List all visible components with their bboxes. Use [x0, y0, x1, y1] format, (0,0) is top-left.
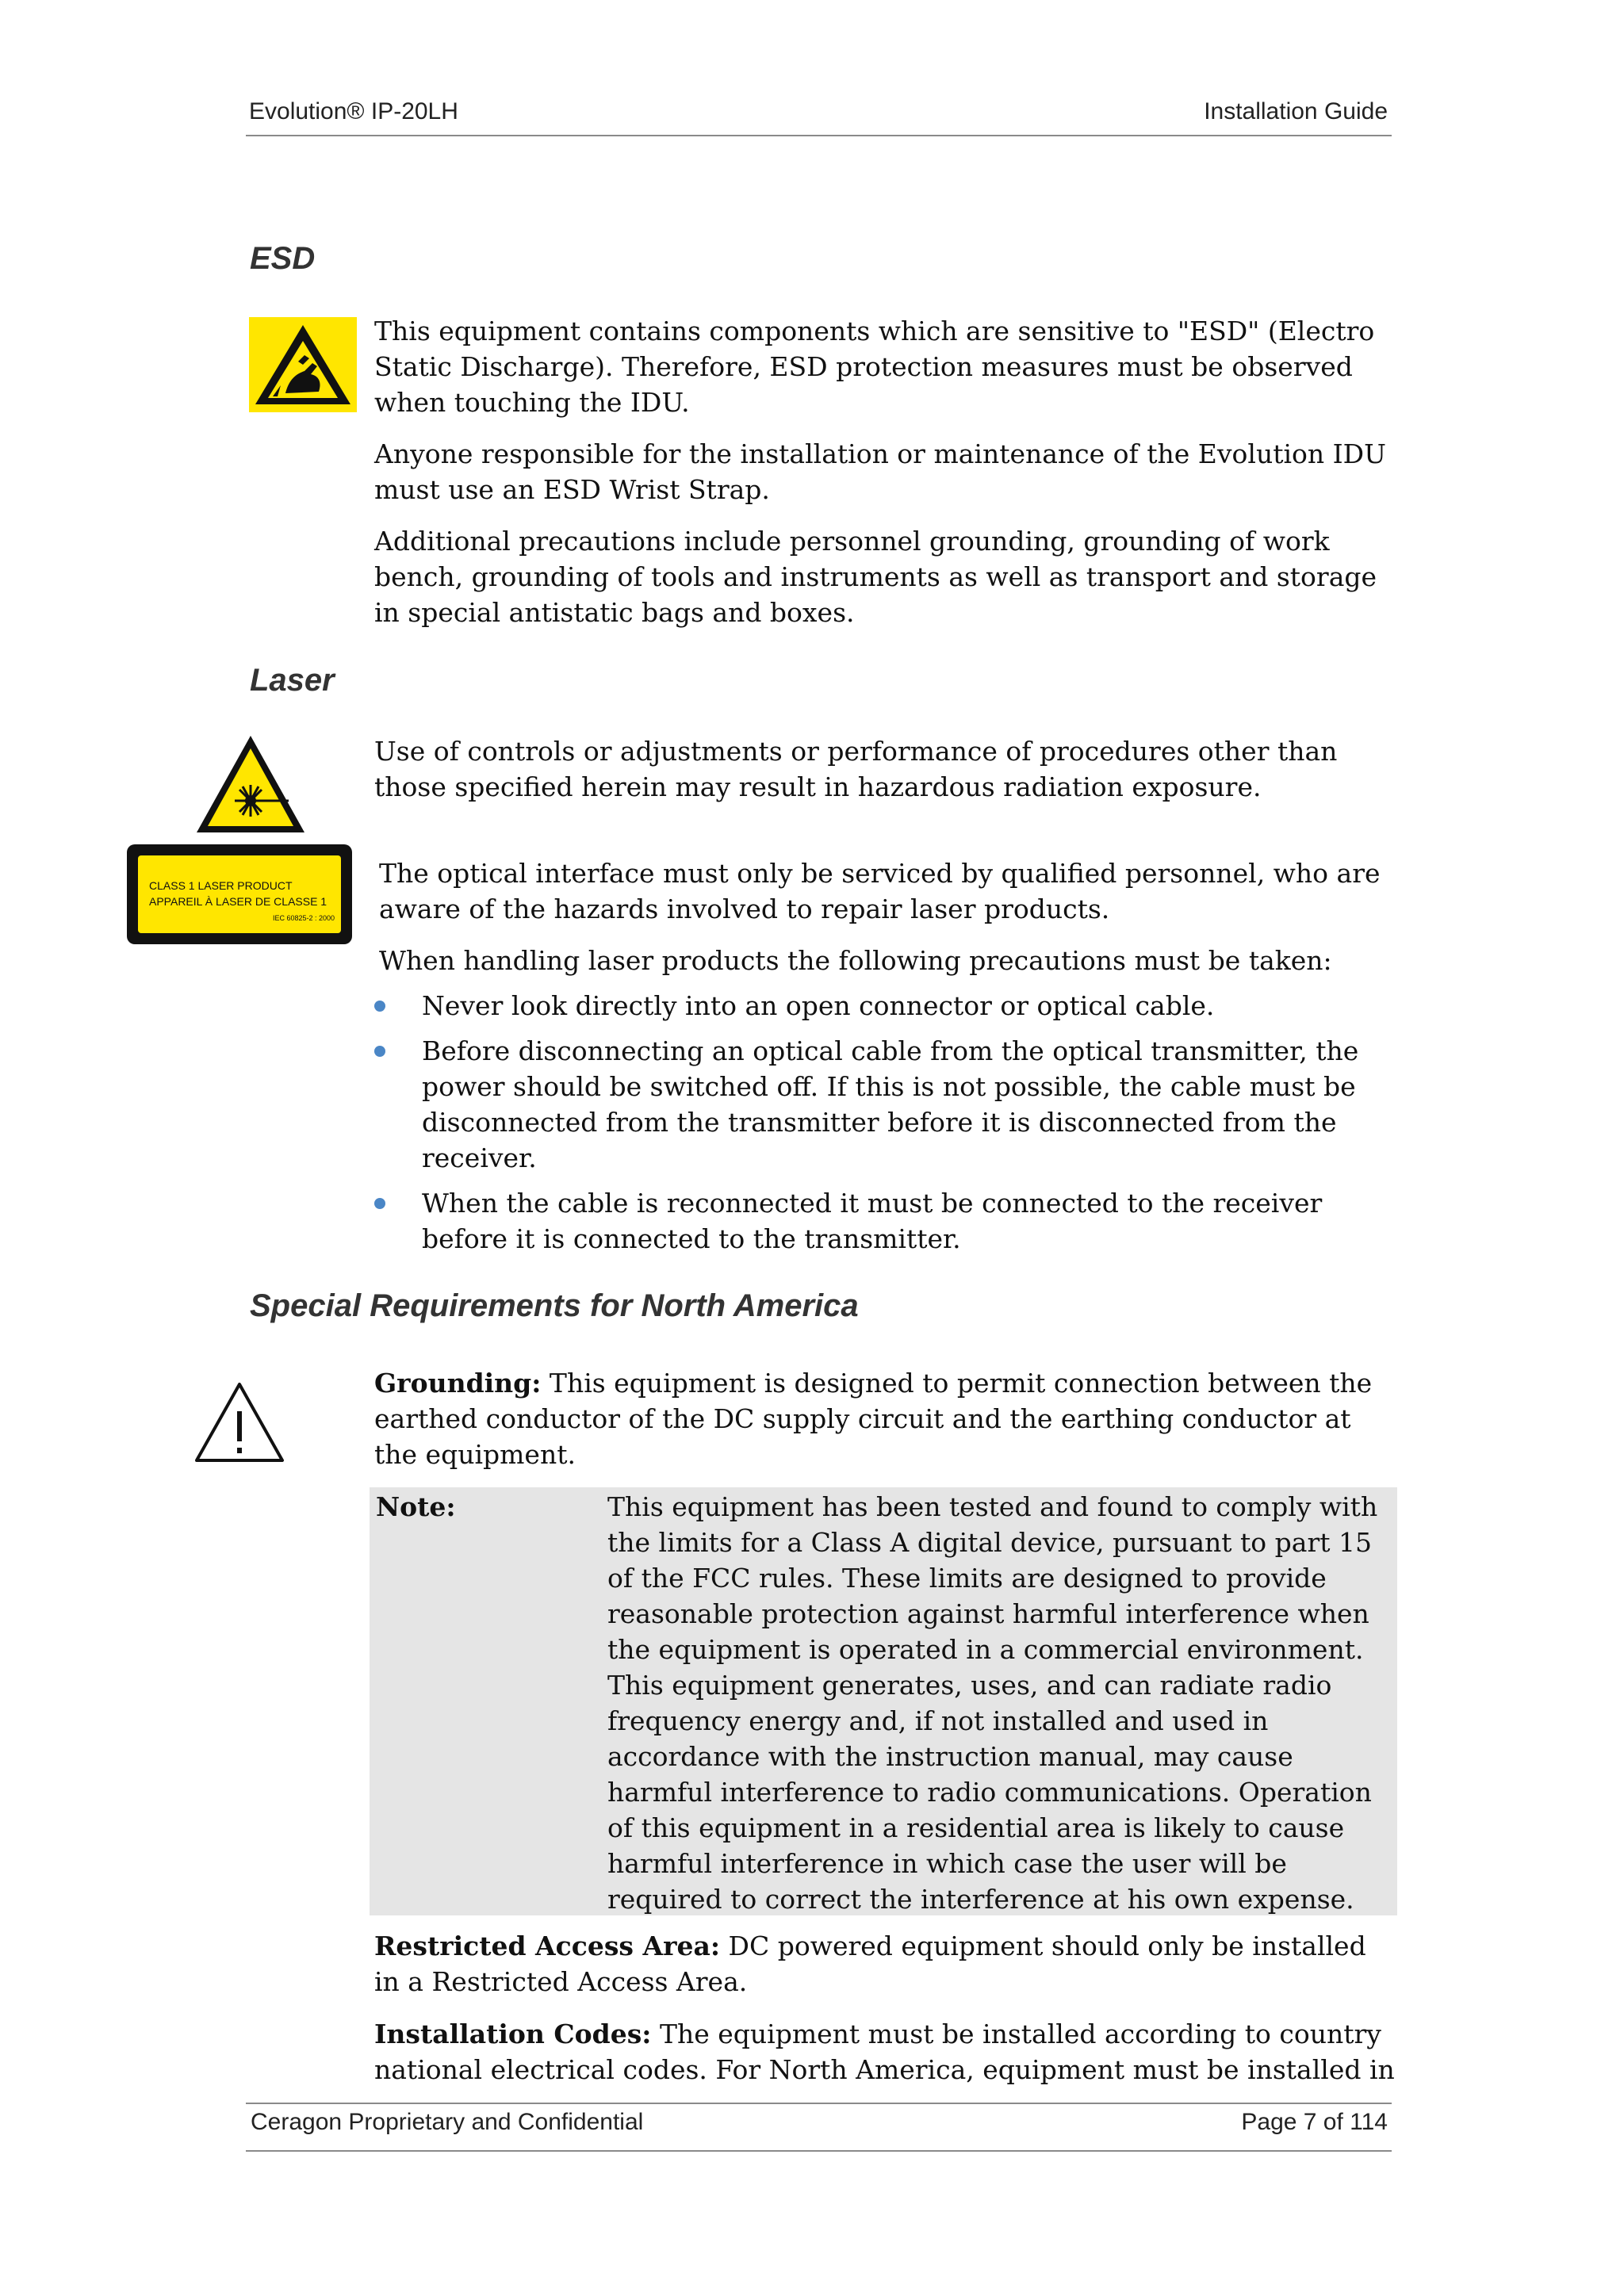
footer-rule-top — [246, 2103, 1392, 2104]
header-product: Evolution® IP-20LH — [249, 98, 458, 124]
note-text: This equipment has been tested and found to comply with the limits for a Class A digital device, pursuant to part 15 of the FCC rules. These limits are designed to provide reasonable protection against harmful interference when the equipment is operated in a commercial environment. This equipment generates, uses, and can radiate radio frequency energy and, if not installed and used in accordance with the instruction manual, may cause harmful interference to radio communications. Operation of this equipment in a residential area is likely to cause harmful interference in which case the user will be required to correct the interference at his own expense. — [607, 1491, 1378, 1915]
bullet-icon — [374, 1046, 385, 1057]
list-item: Never look directly into an open connector or optical cable. — [373, 988, 1404, 1024]
codes-text: The equipment must be installed according to country national electrical codes. For North America, equipment must be installed in — [374, 2019, 1395, 2085]
header-rule — [246, 135, 1392, 136]
laser-paragraph-1: Use of controls or adjustments or performance of procedures other than those specified herein may result in hazardous radiation exposure. — [374, 736, 1338, 802]
laser-label-line-1: CLASS 1 LASER PRODUCT — [149, 879, 293, 892]
laser-class-label-panel — [138, 855, 341, 933]
laser-heading: Laser — [250, 663, 335, 698]
bullet-icon — [374, 1001, 385, 1012]
restricted-text: DC powered equipment should only be installed in a Restricted Access Area. — [374, 1931, 1366, 1997]
list-item: When the cable is reconnected it must be connected to the receiver before it is connected to the transmitter. — [373, 1185, 1404, 1257]
restricted-access-paragraph — [374, 1928, 1397, 1999]
grounding-label: Grounding: — [374, 1368, 542, 1399]
bullet-icon — [374, 1198, 385, 1209]
page-header — [246, 94, 1388, 135]
note-label: Note: — [376, 1491, 456, 1522]
grounding-text: This equipment is designed to permit connection between the earthed conductor of the DC supply circuit and the earthing conductor at the equipment. — [374, 1368, 1373, 1470]
north-america-heading: Special Requirements for North America — [250, 1288, 859, 1323]
caution-triangle-icon — [193, 1381, 285, 1464]
footer-page-number: Page 7 of 114 — [1241, 2109, 1388, 2135]
laser-text — [379, 855, 1402, 978]
footer-rule-bottom — [246, 2150, 1392, 2152]
esd-warning-icon — [249, 317, 357, 412]
laser-label-line-3: IEC 60825-2 : 2000 — [272, 914, 335, 922]
esd-text — [374, 313, 1397, 630]
fcc-note-box — [370, 1487, 1397, 1915]
laser-precautions-list — [373, 988, 1404, 1266]
footer-confidential: Ceragon Proprietary and Confidential — [251, 2109, 644, 2135]
list-item: Before disconnecting an optical cable from the optical transmitter, the power should be switched off. If this is not possible, the cable must be disconnected from the transmitter before it is disconnected from the receiver. — [373, 1033, 1404, 1176]
codes-label: Installation Codes: — [374, 2019, 652, 2049]
esd-paragraph-2: Anyone responsible for the installation or maintenance of the Evolution IDU must use an ESD Wrist Strap. — [374, 438, 1386, 505]
esd-paragraph-3: Additional precautions include personnel grounding, grounding of work bench, grounding of tools and instruments as well as transport and storage in special antistatic bags and boxes. — [374, 526, 1377, 628]
restricted-label: Restricted Access Area: — [374, 1931, 721, 1961]
laser-class-label — [127, 844, 352, 944]
laser-paragraph-2: The optical interface must only be serviced by qualified personnel, who are aware of the hazards involved to repair laser products. — [379, 858, 1381, 924]
header-doc-title: Installation Guide — [1204, 98, 1388, 124]
laser-warning-icon — [193, 733, 308, 837]
installation-codes-paragraph — [374, 2016, 1397, 2087]
laser-paragraph-3: When handling laser products the following precautions must be taken: — [379, 945, 1332, 976]
esd-heading: ESD — [250, 241, 316, 276]
laser-label-line-2: APPAREIL À LASER DE CLASSE 1 — [149, 895, 327, 908]
grounding-paragraph — [374, 1365, 1397, 1472]
esd-paragraph-1: This equipment contains components which are sensitive to "ESD" (Electro Static Discharge). Therefore, ESD protection measures must be observed when touching the IDU. — [374, 316, 1375, 418]
